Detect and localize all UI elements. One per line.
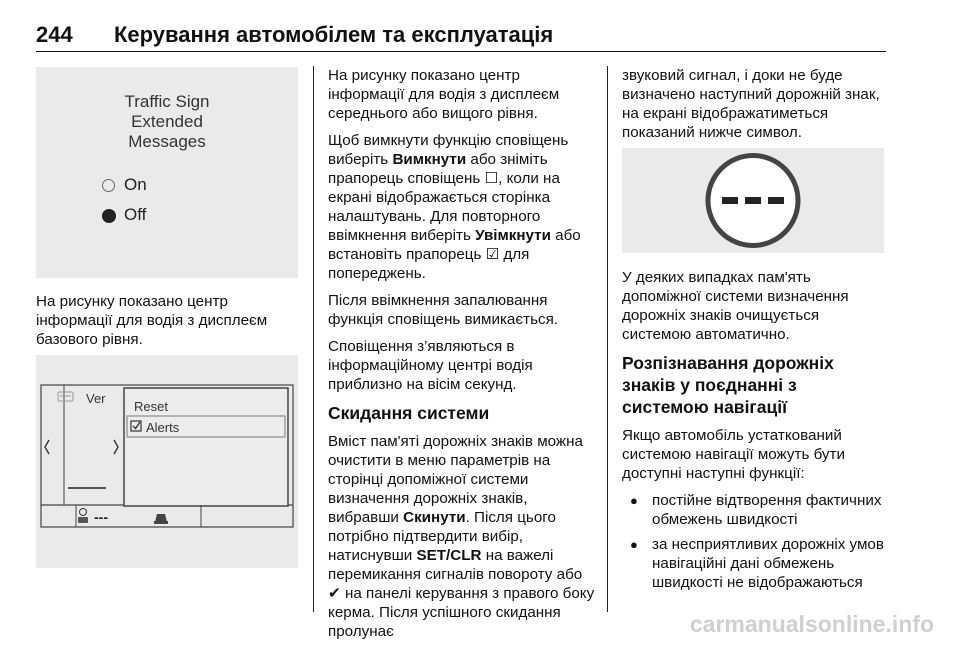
tab-label: Ver bbox=[86, 391, 106, 406]
feature-list bbox=[622, 491, 888, 592]
no-speed-limit-sign-icon bbox=[622, 148, 884, 253]
bold-term: Скинути bbox=[403, 509, 466, 526]
text-run: Щоб вимкнути функцію сповіщень виберіть bbox=[328, 132, 569, 168]
text-run: на важелі перемикання сигналів повороту або ✔ на панелі керування з правого боку керма. Після успішного скидання пролунає bbox=[328, 547, 595, 640]
text-run: або встановіть прапорець ☑ для попереджень. bbox=[328, 227, 581, 282]
text-run: Вміст пам'яті дорожніх знаків можна очистити в меню параметрів на сторінці допоміжної системи визначення дорожніх знаків, вибравши bbox=[328, 433, 583, 526]
caption-text: На рисунку показано центр інформації для водія з дисплеєм базового рівня. bbox=[36, 293, 268, 348]
page-header bbox=[36, 18, 886, 52]
status-dashes: --- bbox=[94, 509, 108, 525]
paragraph: На рисунку показано центр інформації для водія з дисплеєм середнього або вищого рівня. bbox=[328, 67, 560, 122]
menu-item-reset[interactable]: Reset bbox=[134, 399, 168, 414]
running-title: Керування автомобілем та експлуатація bbox=[114, 22, 554, 47]
left-caption bbox=[36, 292, 298, 357]
bold-term: Вимкнути bbox=[392, 151, 467, 168]
paragraph: Після ввімкнення запалювання функція сповіщень вимикається. bbox=[328, 292, 559, 328]
list-item: ● за несприятливих дорожніх умов навігаційні дані обмежень швидкості не відображаються bbox=[622, 535, 888, 592]
section-heading: Розпізнавання дорожніх знаків у поєднанні з системою навігації bbox=[622, 353, 834, 417]
menu-item-alerts[interactable]: Alerts bbox=[146, 420, 180, 435]
settings-title-line: Messages bbox=[128, 132, 206, 151]
paragraph: У деяких випадках пам'ять допоміжної системи визначення дорожніх знаків очищується системою автоматично. bbox=[622, 269, 849, 343]
text-run: або зніміть прапорець сповіщень ☐, коли на екрані відображається сторінка налаштувань. Для повторного ввімкнення виберіть bbox=[328, 151, 560, 244]
driver-assist-icon bbox=[78, 509, 88, 524]
on-option-label: On bbox=[124, 175, 147, 194]
chevron-left-icon bbox=[45, 440, 49, 454]
watermark: carmanualsonline.info bbox=[689, 611, 934, 637]
bold-term: Увімкнути bbox=[475, 227, 551, 244]
settings-title-line: Extended bbox=[131, 112, 203, 131]
cluster-display-svg bbox=[36, 355, 298, 568]
bold-term: SET/CLR bbox=[416, 547, 482, 564]
right-column-lower bbox=[622, 268, 888, 598]
chevron-right-icon bbox=[114, 440, 118, 454]
off-option-label: Off bbox=[124, 205, 147, 224]
middle-column bbox=[328, 66, 598, 649]
end-of-restriction-figure bbox=[622, 148, 884, 253]
settings-title-line: Traffic Sign bbox=[124, 92, 210, 111]
traffic-sign-settings-figure bbox=[36, 67, 298, 278]
column-divider-2 bbox=[607, 66, 608, 612]
list-item: ● постійне відтворення фактичних обмежень швидкості bbox=[622, 491, 888, 529]
cluster-display-figure bbox=[36, 355, 298, 568]
paragraph bbox=[328, 131, 598, 283]
text-run: . Після цього потрібно підтвердити вибір, натиснувши bbox=[328, 509, 556, 564]
paragraph bbox=[328, 432, 598, 641]
paragraph: Якщо автомобіль устаткований системою навігації можуть бути доступні наступні функції: bbox=[622, 427, 845, 482]
vehicle-ahead-icon bbox=[154, 514, 168, 524]
off-radio-icon[interactable] bbox=[102, 209, 116, 223]
right-column bbox=[622, 66, 888, 150]
section-heading: Скидання системи bbox=[328, 403, 490, 423]
paragraph: звуковий сигнал, і доки не буде визначено наступний дорожній знак, на екрані відображатиметься показаний нижче символ. bbox=[622, 67, 880, 141]
on-radio-icon[interactable] bbox=[102, 179, 115, 192]
paragraph: Сповіщення з’являються в інформаційному центрі водія приблизно на вісім секунд. bbox=[328, 338, 533, 393]
page-number: 244 bbox=[36, 22, 73, 47]
settings-title bbox=[36, 92, 298, 152]
header-rule bbox=[36, 51, 886, 52]
column-divider-1 bbox=[313, 66, 314, 612]
